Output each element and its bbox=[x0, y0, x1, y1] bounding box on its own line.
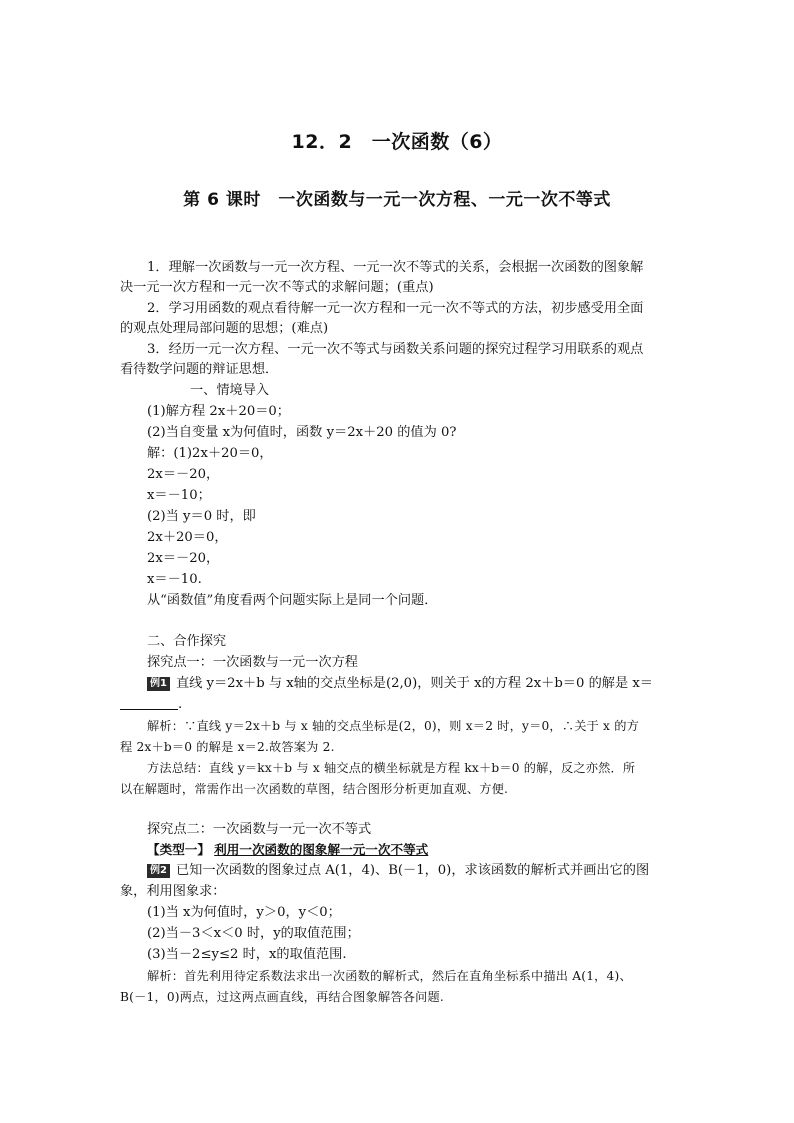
question-item: (3)当－2≤y≤2 时，x的取值范围. bbox=[147, 947, 347, 962]
text-line: (1)解方程 2x＋20＝0； bbox=[147, 404, 290, 419]
example-2-line: 象，利用图象求： bbox=[120, 884, 226, 899]
example-2-text: 已知一次函数的图象过点 A(1，4)、B(－1，0)，求该函数的解析式并画出它的图 bbox=[175, 863, 650, 878]
goal-line: 3．经历一元一次方程、一元一次不等式与函数关系问题的探究过程学习用联系的观点 bbox=[147, 342, 644, 357]
text-line: x＝－10； bbox=[147, 488, 211, 503]
text-line: 2x＝－20， bbox=[147, 467, 220, 482]
example-1-line bbox=[147, 674, 707, 694]
section-heading: 一、情境导入 bbox=[190, 383, 270, 398]
text-line: 从“函数值”角度看两个问题实际上是同一个问题． bbox=[147, 593, 438, 608]
explore-point-heading: 探究点二：一次函数与一元一次不等式 bbox=[147, 822, 372, 837]
period: . bbox=[178, 697, 183, 712]
summary-line: 方法总结：直线 y＝kx＋b 与 x 轴交点的横坐标就是方程 kx＋b＝0 的解，反之亦然．所 bbox=[147, 761, 636, 775]
text-line: 2x＝－20， bbox=[147, 551, 220, 566]
text-line: 解：(1)2x＋20＝0， bbox=[147, 446, 273, 461]
answer-blank-line bbox=[120, 695, 680, 715]
goal-line: 的观点处理局部问题的思想；(难点) bbox=[120, 321, 329, 336]
text-line: x＝－10. bbox=[147, 572, 202, 587]
text-line: 2x＋20＝0， bbox=[147, 530, 228, 545]
page-title: 12．2 一次函数（6） bbox=[291, 131, 503, 153]
goal-line: 1．理解一次函数与一元一次方程、一元一次不等式的关系，会根据一次函数的图象解 bbox=[147, 260, 644, 275]
goal-line: 2．学习用函数的观点看待解一元一次方程和一元一次不等式的方法，初步感受用全面 bbox=[147, 301, 644, 316]
question-item: (1)当 x为何值时，y＞0，y＜0； bbox=[147, 905, 341, 920]
example-2-line bbox=[147, 861, 707, 881]
type-label: 【类型一】 bbox=[147, 842, 210, 857]
question-item: (2)当－3＜x＜0 时，y的取值范围； bbox=[147, 926, 360, 941]
type-heading bbox=[147, 840, 707, 861]
goal-line: 看待数学问题的辩证思想． bbox=[120, 362, 279, 377]
goal-line: 决一元一次方程和一元一次不等式的求解问题；(重点) bbox=[120, 280, 434, 295]
analysis-line: B(－1，0)两点，过这两点画直线，再结合图象解答各问题. bbox=[120, 990, 444, 1004]
explore-point-heading: 探究点一：一次函数与一元一次方程 bbox=[147, 655, 358, 670]
answer-blank[interactable] bbox=[120, 695, 178, 710]
lesson-subtitle: 第 6 课时 一次函数与一元一次方程、一元一次不等式 bbox=[183, 190, 611, 210]
example-1-text: 直线 y＝2x＋b 与 x轴的交点坐标是(2,0)，则关于 x的方程 2x＋b＝0 的解是 x＝ bbox=[175, 676, 653, 691]
example-2-tag: 例2 bbox=[147, 864, 170, 878]
text-line: (2)当 y＝0 时，即 bbox=[147, 509, 256, 524]
type-title: 利用一次函数的图象解一元一次不等式 bbox=[214, 842, 429, 857]
analysis-line: 解析：∵直线 y＝2x＋b 与 x 轴的交点坐标是(2，0)，则 x＝2 时，y＝0，∴关于 x 的方 bbox=[147, 719, 639, 733]
text-line: (2)当自变量 x为何值时，函数 y＝2x＋20 的值为 0? bbox=[147, 425, 457, 440]
analysis-line: 程 2x＋b＝0 的解是 x＝2.故答案为 2. bbox=[120, 740, 335, 754]
section-heading: 二、合作探究 bbox=[147, 634, 227, 649]
summary-line: 以在解题时，常需作出一次函数的草图，结合图形分析更加直观、方便. bbox=[120, 782, 509, 796]
analysis-line: 解析：首先利用待定系数法求出一次函数的解析式，然后在直角坐标系中描出 A(1，4)、 bbox=[147, 969, 632, 983]
example-1-tag: 例1 bbox=[147, 677, 170, 691]
